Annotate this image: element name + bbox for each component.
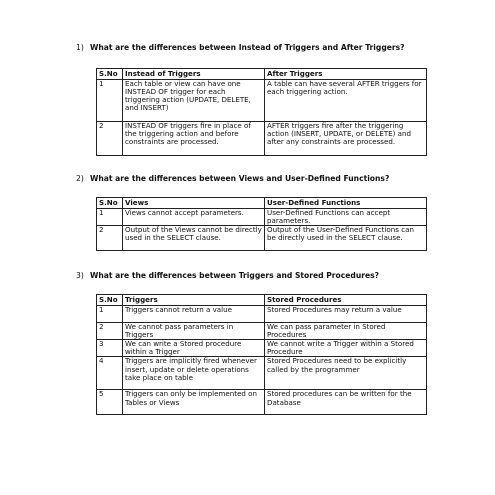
cell-sno: 2 xyxy=(97,226,123,251)
question-1 xyxy=(76,43,430,53)
cell-col-a: Triggers cannot return a value xyxy=(123,306,265,323)
cell-sno: 2 xyxy=(97,323,123,340)
cell-col-b: User-Defined Functions can accept parameters. xyxy=(265,209,427,226)
header-sno: S.No xyxy=(97,295,123,306)
cell-sno: 4 xyxy=(97,357,123,390)
question-2 xyxy=(76,174,430,184)
header-col-b: Stored Procedures xyxy=(265,295,427,306)
table-2 xyxy=(96,197,427,251)
header-sno: S.No xyxy=(97,69,123,80)
question-1-text: What are the differences between Instead of Triggers and After Triggers? xyxy=(90,43,405,52)
cell-col-a: INSTEAD OF triggers fire in place of the triggering action and before constraints are processed. xyxy=(123,122,265,156)
table-1 xyxy=(96,68,427,156)
cell-col-a: We can write a Stored procedure within a Trigger xyxy=(123,340,265,357)
cell-col-b: Output of the User-Defined Functions can be directly used in the SELECT clause. xyxy=(265,226,427,251)
table-row xyxy=(97,209,427,226)
cell-col-a: We cannot pass parameters in Triggers xyxy=(123,323,265,340)
table-header-row xyxy=(97,198,427,209)
table-header-row xyxy=(97,295,427,306)
cell-sno: 5 xyxy=(97,390,123,415)
table-row xyxy=(97,340,427,357)
cell-sno: 1 xyxy=(97,80,123,122)
table-row xyxy=(97,306,427,323)
question-3-text: What are the differences between Triggers and Stored Procedures? xyxy=(90,271,380,280)
question-2-number: 2) xyxy=(76,174,84,183)
header-col-a: Triggers xyxy=(123,295,265,306)
cell-col-b: We can pass parameter in Stored Procedures xyxy=(265,323,427,340)
cell-col-b: Stored procedures can be written for the Database xyxy=(265,390,427,415)
cell-col-b: Stored Procedures may return a value xyxy=(265,306,427,323)
cell-col-a: Output of the Views cannot be directly used in the SELECT clause. xyxy=(123,226,265,251)
cell-col-a: Triggers are implicitly fired whenever insert, update or delete operations take place on table xyxy=(123,357,265,390)
table-row xyxy=(97,390,427,415)
cell-col-a: Views cannot accept parameters. xyxy=(123,209,265,226)
cell-col-a: Each table or view can have one INSTEAD OF trigger for each triggering action (UPDATE, DELETE, and INSERT) xyxy=(123,80,265,122)
table-row xyxy=(97,323,427,340)
header-col-b: After Triggers xyxy=(265,69,427,80)
question-3-number: 3) xyxy=(76,271,84,280)
question-1-number: 1) xyxy=(76,43,84,52)
question-2-text: What are the differences between Views and User-Defined Functions? xyxy=(90,174,390,183)
cell-col-a: Triggers can only be implemented on Tables or Views xyxy=(123,390,265,415)
cell-sno: 1 xyxy=(97,209,123,226)
cell-sno: 2 xyxy=(97,122,123,156)
header-sno: S.No xyxy=(97,198,123,209)
cell-col-b: A table can have several AFTER triggers for each triggering action. xyxy=(265,80,427,122)
header-col-b: User-Defined Functions xyxy=(265,198,427,209)
table-row xyxy=(97,226,427,251)
cell-col-b: AFTER triggers fire after the triggering action (INSERT, UPDATE, or DELETE) and after any constraints are processed. xyxy=(265,122,427,156)
cell-sno: 3 xyxy=(97,340,123,357)
table-row xyxy=(97,357,427,390)
table-row xyxy=(97,80,427,122)
header-col-a: Views xyxy=(123,198,265,209)
cell-sno: 1 xyxy=(97,306,123,323)
table-header-row xyxy=(97,69,427,80)
header-col-a: Instead of Triggers xyxy=(123,69,265,80)
question-3 xyxy=(76,271,430,281)
table-row xyxy=(97,122,427,156)
table-3 xyxy=(96,294,427,415)
cell-col-b: We cannot write a Trigger within a Stored Procedure xyxy=(265,340,427,357)
cell-col-b: Stored Procedures need to be explicitly called by the programmer xyxy=(265,357,427,390)
